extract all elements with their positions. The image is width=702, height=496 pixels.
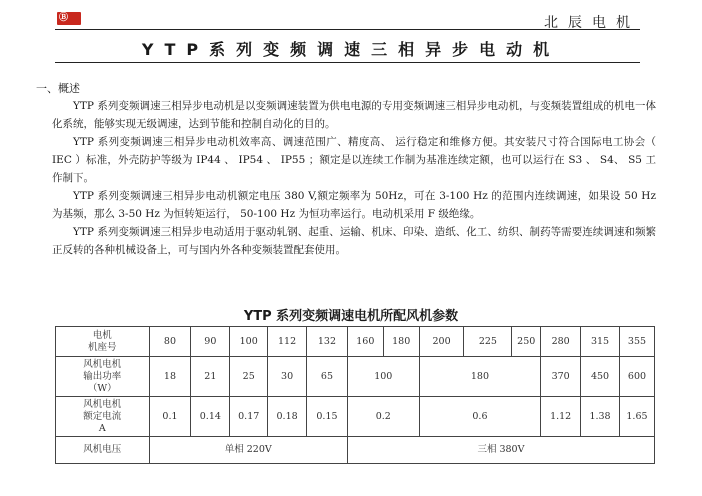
table-cell: 450 bbox=[581, 357, 620, 397]
table-cell: 180 bbox=[383, 327, 419, 357]
table-cell: 1.12 bbox=[541, 397, 581, 437]
table-cell: 1.65 bbox=[619, 397, 654, 437]
table-cell: 单相 220V bbox=[149, 437, 347, 464]
table-cell: 200 bbox=[419, 327, 464, 357]
table-title: YTP 系列变频调速电机所配风机参数 bbox=[243, 309, 459, 324]
table-cell: 225 bbox=[464, 327, 512, 357]
table-cell: 0.18 bbox=[268, 397, 307, 437]
table-cell: 1.38 bbox=[581, 397, 620, 437]
table-cell: 0.15 bbox=[307, 397, 348, 437]
row-label-frame: 电机 机座号 bbox=[56, 327, 150, 357]
table-cell: 370 bbox=[541, 357, 581, 397]
table-row-current bbox=[56, 397, 655, 437]
table-cell: 160 bbox=[347, 327, 383, 357]
table-cell: 0.2 bbox=[347, 397, 419, 437]
paragraph-4: YTP 系列变频调速三相异步电动适用于驱动轧钢、起重、运输、机床、印染、造纸、化工、纺织、制药等需要连续调速和频繁正反转的各种机械设备上，可与国内外各种变频装置配套使用。 bbox=[52, 226, 656, 256]
table-row-power bbox=[56, 357, 655, 397]
paragraph-2: YTP 系列变频调速三相异步电动机效率高、调速范围广、精度高、 运行稳定和维修方便。其安装尺寸符合国际电工协会（ IEC ）标准，外壳防护等级为 IP44 、 IP54 、 IP55 ；额定是以连续工作制为基准连续定额，也可以运行在 S3 、 S4、 S5 工作制下。 bbox=[52, 136, 656, 184]
table-cell: 0.6 bbox=[419, 397, 541, 437]
table-cell: 三相 380V bbox=[347, 437, 654, 464]
table-cell: 65 bbox=[307, 357, 348, 397]
table-cell: 0.17 bbox=[230, 397, 268, 437]
table-cell: 355 bbox=[619, 327, 654, 357]
title-rule bbox=[55, 62, 640, 63]
page-title: YTP系列变频调速三相异步电动机 bbox=[141, 40, 561, 59]
company-name: 北辰电机 bbox=[544, 15, 640, 31]
table-cell: 80 bbox=[149, 327, 191, 357]
paragraph-1: YTP 系列变频调速三相异步电动机是以变频调速装置为供电电源的专用变频调速三相异步电动机，与变频装置组成的机电一体化系统，能够实现无级调速，达到节能和控制自动化的目的。 bbox=[52, 100, 656, 130]
table-row-frame bbox=[56, 327, 655, 357]
brand-logo bbox=[57, 12, 81, 25]
row-label-power: 风机电机 输出功率 （W） bbox=[56, 357, 150, 397]
row-label-voltage: 风机电压 bbox=[56, 437, 150, 464]
row-label-current: 风机电机 额定电流 A bbox=[56, 397, 150, 437]
table-cell: 25 bbox=[230, 357, 268, 397]
table-cell: 18 bbox=[149, 357, 191, 397]
header-rule bbox=[55, 29, 640, 30]
table-cell: 112 bbox=[268, 327, 307, 357]
table-cell: 0.14 bbox=[191, 397, 230, 437]
table-cell: 100 bbox=[347, 357, 419, 397]
overview-text bbox=[52, 97, 656, 259]
table-cell: 132 bbox=[307, 327, 348, 357]
fan-parameter-table bbox=[55, 326, 655, 464]
table-row-voltage bbox=[56, 437, 655, 464]
table-cell: 315 bbox=[581, 327, 620, 357]
paragraph-3: YTP 系列变频调速三相异步电动机额定电压 380 V,额定频率为 50Hz，可在 3-100 Hz 的范围内连续调速，如果设 50 Hz 为基频，那么 3-50 Hz 为恒转矩运行， 50-100 Hz 为恒功率运行。电动机采用 F 级绝缘。 bbox=[52, 190, 656, 220]
table-cell: 600 bbox=[619, 357, 654, 397]
table-cell: 250 bbox=[512, 327, 541, 357]
table-cell: 21 bbox=[191, 357, 230, 397]
logo-mark: Ⓑ bbox=[59, 13, 68, 23]
table-cell: 30 bbox=[268, 357, 307, 397]
section-heading: 一、概述 bbox=[36, 82, 80, 95]
table-cell: 180 bbox=[419, 357, 541, 397]
table-cell: 280 bbox=[541, 327, 581, 357]
table-cell: 90 bbox=[191, 327, 230, 357]
table-cell: 0.1 bbox=[149, 397, 191, 437]
table-cell: 100 bbox=[230, 327, 268, 357]
